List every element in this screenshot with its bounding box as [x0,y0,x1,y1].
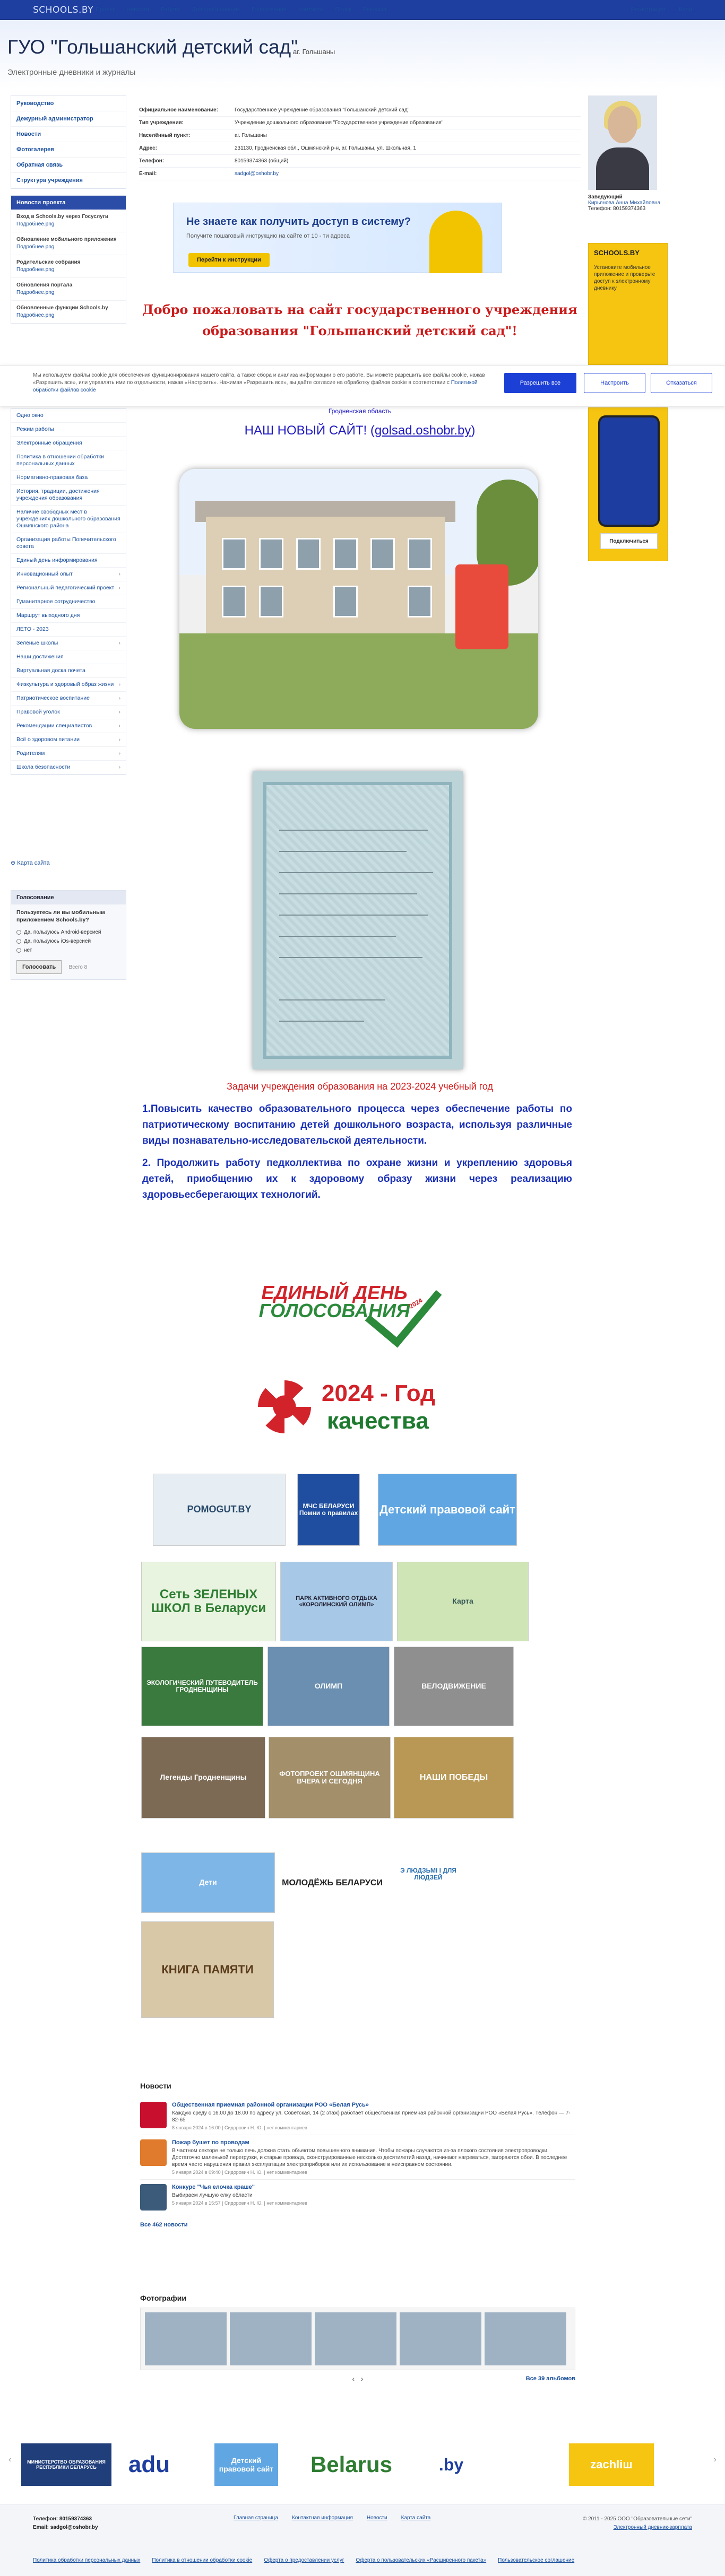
chevron-right-icon: › [118,764,120,770]
nav-item[interactable]: Поиск [335,6,351,13]
region-label: Гродненская область [328,407,392,415]
news-title[interactable]: Пожар бушет по проводам [172,2139,249,2146]
info-value: Государственное учреждение образования "Гольшанский детский сад" [235,107,410,113]
photo-window [408,538,432,570]
chevron-right-icon: › [118,695,120,701]
left-link-item[interactable] [11,506,126,533]
left-link-label: Одно окно [16,412,44,419]
left-menu-item[interactable]: Руководство [11,96,126,111]
vote-question: Пользуетесь ли вы мобильным приложением Schools.by? [16,909,105,923]
left-link-label: Маршрут выходного дня [16,612,80,619]
checkmark-icon [365,1267,442,1347]
left-menu-item[interactable]: Новости [11,127,126,142]
memory-book-banner[interactable]: КНИГА ПАМЯТИ [141,1921,274,2018]
all-news-link[interactable]: Все 462 новости [140,2222,188,2228]
chevron-right-icon: › [118,640,120,646]
left-link-item[interactable] [11,733,126,747]
top-nav [96,6,386,13]
left-link-label: Политика в отношении обработки персональных данных [16,454,105,467]
left-link-item[interactable] [11,650,126,664]
promo-text: Установите мобильное приложение и проверьте доступ к электронному дневнику [594,265,655,291]
license-line [279,851,407,852]
left-link-item[interactable] [11,609,126,623]
info-row [139,142,581,155]
left-menu-item[interactable]: Обратная связь [11,158,126,173]
project-news-item [11,232,126,255]
info-key: Телефон: [139,158,165,164]
left-link-label: Гуманитарное сотрудничество [16,598,96,605]
vote-option[interactable] [11,937,126,946]
photo-thumbnail[interactable] [315,2312,396,2365]
copyright-text: © 2011 - 2025 ООО "Образовательные сети" [582,2516,692,2522]
next-arrow-icon[interactable]: › [360,2374,364,2383]
people-banner[interactable]: Э ЛЮДЗЬМІ І ДЛЯ ЛЮДЗЕЙ [399,1829,458,1919]
photo-thumbnail[interactable] [400,2312,481,2365]
header-subtitle: Электронные дневники и журналы [7,68,136,77]
photo-window [222,538,246,570]
info-value: аг. Гольшаны [235,133,267,138]
photos-heading: Фотографии [140,2294,187,2302]
photo-thumbnail[interactable] [485,2312,566,2365]
partners-strip [0,2424,725,2488]
news-body [172,2139,575,2175]
photo-building [206,517,445,639]
election-day-logo[interactable] [249,1268,451,1347]
banner-title: Не знаете как получить доступ в систему? [186,216,411,228]
project-news-link[interactable]: Подробнее.png [16,312,55,318]
left-link-label: Наши достижения [16,654,64,660]
project-news-item [11,255,126,278]
nav-item[interactable]: Новости [126,6,149,13]
election-line1: ЕДИНЫЙ ДЕНЬ [261,1282,408,1303]
youth-banner[interactable]: МОЛОДЁЖЬ БЕЛАРУСИ [280,1867,384,1899]
auth-links [631,6,692,13]
cookie-policy-link[interactable]: Политикой обработки файлов cookie [33,380,478,393]
photo-thumbnail[interactable] [145,2312,227,2365]
photo-window [259,586,283,617]
project-news-title: Обновления портала [16,282,73,288]
project-news-title: Обновленные функции Schools.by [16,305,108,311]
nav-item[interactable]: Голосование [252,6,287,13]
photo-thumbnail[interactable] [230,2312,312,2365]
project-news-link[interactable]: Подробнее.png [16,221,55,227]
ecology-banner[interactable]: ЭКОЛОГИЧЕСКИЙ ПУТЕВОДИТЕЛЬ ГРОДНЕНЩИНЫ [141,1647,263,1726]
footer-email: Email: sadgol@oshobr.by [33,2525,98,2530]
left-link-item[interactable] [11,637,126,650]
footer-link[interactable]: Главная страница [234,2515,278,2521]
all-albums-link[interactable]: Все 39 альбомов [525,2375,575,2382]
school-location: аг. Гольшаны [293,48,335,56]
victory-banner[interactable]: НАШИ ПОБЕДЫ [394,1737,514,1818]
left-menu-item[interactable]: Дежурный администратор [11,111,126,127]
left-link-item[interactable] [11,761,126,774]
left-link-label: Наличие свободных мест в учреждениях дошкольного образования Ошмянского района [16,509,120,529]
partner-logo[interactable]: Belarus [310,2452,393,2477]
photo-window [296,538,321,570]
news-thumbnail [140,2184,167,2211]
footer-links [234,2515,430,2521]
footer-phone: Телефон: 80159374363 [33,2516,92,2522]
left-link-item[interactable] [11,423,126,437]
news-item [140,2135,575,2180]
school-info-table [139,104,581,180]
radio-icon[interactable] [16,939,21,944]
cookie-decline-button[interactable]: Отказаться [651,373,712,393]
pravo-site-banner[interactable]: Детский правовой сайт [378,1474,517,1546]
connect-button[interactable]: Подключиться [600,533,658,549]
news-body [172,2184,307,2211]
new-site-announcement: НАШ НОВЫЙ САЙТ! (golsad.oshobr.by) [244,423,476,438]
pomogut-banner[interactable]: POMOGUT.BY [153,1474,286,1546]
chevron-right-icon: › [118,736,120,743]
news-text: В частном секторе не только печь должна стать объектом повышенного внимания. Чтобы пожары случаются из-за плохого состояния электропроводки. Достаточно маленькой перегрузки, и старые провода, сконструированные несколько десятилетий назад, начинают нагреваться, загораются обои. В последнее время часто нарушения правил эксплуатации электроприборов или их использование в неисправном состоянии. [172,2148,567,2168]
nav-item[interactable]: Контакты [298,6,324,13]
news-thumbnail [140,2102,167,2128]
left-link-label: Зелёные школы [16,640,58,646]
green-schools-banner[interactable]: Сеть ЗЕЛЕНЫХ ШКОЛ в Беларуси [141,1562,276,1641]
left-link-item[interactable] [11,437,126,450]
instruction-button[interactable]: Перейти к инструкции [188,253,270,267]
left-link-item[interactable] [11,471,126,485]
left-link-label: Школа безопасности [16,764,71,770]
info-value: Учреждение дошкольного образования "Государственное учреждение образования" [235,120,444,126]
partners-next-icon[interactable]: › [713,2455,717,2464]
left-link-item[interactable] [11,747,126,761]
photo-strip [140,2308,575,2370]
vote-widget [11,890,126,980]
radio-icon[interactable] [16,948,21,953]
left-link-label: Родителям [16,750,45,756]
chevron-right-icon: › [118,750,120,756]
info-value: 80159374363 (общий) [235,158,289,164]
task-2: 2. Продолжить работу педколлектива по охране жизни и укреплению здоровья детей, приобщению их к здоровому образу жизни через реализацию здоровьесберегающих технологий. [142,1158,572,1200]
chevron-right-icon: › [118,571,120,577]
left-link-item[interactable] [11,692,126,706]
login-link[interactable]: Вход [679,6,692,13]
photo-window [333,586,358,617]
app-phone-box [588,407,668,561]
license-line [279,936,396,937]
olimp-banner[interactable]: ОЛИМП [267,1647,390,1726]
vote-count: Всего 8 [68,964,88,970]
info-row [139,129,581,142]
top-navigation-bar [0,0,725,20]
info-key: Официальное наименование: [139,107,219,113]
left-link-item[interactable] [11,623,126,637]
left-link-item[interactable] [11,595,126,609]
news-body [172,2102,575,2130]
director-photo [588,95,657,190]
map-banner[interactable]: Карта [397,1562,529,1641]
license-line [279,893,417,894]
partner-logo[interactable]: Детский правовой сайт [214,2443,278,2486]
info-key: Населённый пункт: [139,133,191,138]
left-link-label: Всё о здоровом питании [16,736,80,743]
info-row [139,168,581,180]
footer-link[interactable]: Карта сайта [401,2515,431,2521]
cookie-text-body: Мы используем файлы cookie для обеспечения функционирования нашего сайта, а также сбора и анализа информации о его работе. Вы можете разрешить все файлы cookie, нажав «Разрешить все», или управлять ими по отдельности, нажав «Настроить». Нажимая «Разрешить все», вы даёте согласие на обработку файлов cookie в соответствии с [33,372,485,386]
election-year: 2024 [408,1296,424,1310]
footer-link[interactable]: Контактная информация [291,2515,353,2521]
director-title: Заведующий [588,194,623,200]
tasks-heading: Задачи учреждения образования на 2023-2024 учебный год [227,1081,493,1092]
license-line [279,915,428,916]
body-shape [596,147,649,190]
vote-option-label: Да, пользуюсь Android-версией [24,929,101,935]
photo-window [333,538,358,570]
photo-window [259,538,283,570]
ornament-icon [258,1380,311,1433]
left-link-label: Единый день информирования [16,557,98,563]
partner-logo[interactable]: zachliш [569,2443,654,2486]
tasks-text [142,1101,572,1209]
left-link-label: Инновационный опыт [16,571,73,577]
cookie-text [33,372,500,394]
phone-mockup-icon [598,415,660,527]
school-header [0,20,725,89]
sitemap-icon: ⊕ [11,860,18,866]
children-banner[interactable]: Дети [141,1852,275,1913]
year-quality-line2: качества [327,1408,429,1434]
radio-icon[interactable] [16,930,21,935]
banner-text: Получите пошаговый инструкцию на сайте от 10 - ти адреса [186,233,350,239]
project-news-box [11,195,126,324]
news-heading: Новости [140,2082,171,2090]
nav-item[interactable]: Для сообщающих [192,6,240,13]
left-link-item[interactable] [11,450,126,471]
news-title[interactable]: Общественная приемная районной организации РОО «Белая Русь» [172,2102,369,2108]
left-menu-item[interactable]: Фотогалерея [11,142,126,158]
page-footer [0,2504,725,2576]
left-link-label: Режим работы [16,426,54,432]
photos-section [140,2294,575,2382]
new-site-link[interactable]: golsad.oshobr.by [374,423,471,438]
welcome-heading: Добро пожаловать на сайт государственного учреждения образования "Гольшанский детский сад"! [142,302,577,338]
vote-header: Голосование [11,891,126,904]
sitemap-link[interactable] [11,859,50,866]
schools-by-logo[interactable]: SCHOOLS.BY [33,5,93,15]
news-section [140,2082,575,2228]
info-row [139,104,581,117]
vote-option[interactable] [11,946,126,955]
sitemap-label: Карта сайта [17,860,50,866]
project-news-item [11,301,126,324]
legal-link[interactable]: Пользовательское соглашение [498,2557,575,2563]
left-link-label: Электронные обращения [16,440,82,446]
chevron-right-icon: › [118,681,120,687]
left-link-label: История, традиции, достижения учреждения образования [16,488,100,501]
left-link-label: ЛЕТО - 2023 [16,626,49,632]
photo-project-banner[interactable]: ФОТОПРОЕКТ ОШМЯНЩИНА ВЧЕРА И СЕГОДНЯ [269,1737,391,1818]
project-news-title: Обновление мобильного приложения [16,237,117,242]
info-row [139,155,581,168]
project-news-header: Новости проекта [11,196,126,210]
info-value: 231130, Гродненская обл., Ошмянский р-н, аг. Гольшаны, ул. Школьная, 1 [235,145,417,151]
vote-option-label: Да, пользуюсь iOs-версией [24,938,91,944]
info-key: E-mail: [139,171,157,177]
license-document-image [253,771,463,1069]
cookie-consent-bar [0,365,725,406]
register-link[interactable]: Регистрация [631,6,666,13]
news-thumbnail [140,2139,167,2166]
year-quality-line1: 2024 - Год [322,1380,435,1406]
partner-logo[interactable]: adu [128,2451,170,2477]
partners-prev-icon[interactable]: ‹ [8,2455,12,2464]
left-link-label: Виртуальная доска почета [16,667,85,674]
info-row [139,117,581,129]
footer-legal-links [33,2557,574,2563]
page-title: ГУО "Гольшанский детский сад" [7,36,298,58]
info-key: Адрес: [139,145,157,151]
legal-link[interactable]: Оферта о пользовательских «Расширенного пакета» [356,2557,487,2563]
email-link[interactable]: sadgol@oshobr.by [235,171,279,177]
news-item [140,2180,575,2215]
left-menu [11,95,126,189]
cookie-settings-button[interactable]: Настроить [584,373,645,393]
right-column [588,243,668,365]
legal-link[interactable]: Оферта о предоставлении услуг [264,2557,344,2563]
director-card [588,95,668,212]
chevron-right-icon: › [118,709,120,715]
left-link-label: Региональный педагогический проект [16,585,115,591]
project-news-item [11,278,126,301]
vote-option[interactable] [11,928,126,937]
project-news-link[interactable]: Подробнее.png [16,244,55,250]
left-link-item[interactable] [11,568,126,581]
license-line [279,872,433,873]
footer-diary-link[interactable]: Электронный дневник-зарплата [613,2525,692,2530]
license-line [279,1021,364,1022]
accept-all-button[interactable]: Разрешить все [504,373,576,393]
access-banner [173,203,502,273]
left-link-label: Правовой уголок [16,709,60,715]
news-meta: 8 января 2024 в 16:00 | Сидорович Н. Ю. | нет комментариев [172,2125,307,2130]
left-link-item[interactable] [11,554,126,568]
left-link-label: Патриотическое воспитание [16,695,90,701]
license-line [279,999,385,1000]
left-link-label: Нормативно-правовая база [16,474,88,481]
left-link-label: Рекомендации специалистов [16,723,92,729]
news-meta: 5 января 2024 в 15:57 | Сидорович Н. Ю. | нет комментариев [172,2200,307,2206]
left-link-item[interactable] [11,485,126,506]
left-links-menu [11,408,126,775]
partner-logo[interactable]: МИНИСТЕРСТВО ОБРАЗОВАНИЯ РЕСПУБЛИКИ БЕЛАРУСЬ [21,2443,111,2486]
vote-option-label: нет [24,947,32,953]
nav-item[interactable]: Проект [96,6,115,13]
left-link-item[interactable] [11,581,126,595]
info-key: Тип учреждения: [139,120,184,126]
project-news-item [11,210,126,232]
left-link-item[interactable] [11,409,126,423]
photo-window [408,586,432,617]
left-sidebar [11,95,126,324]
kindergarten-building-photo [179,469,538,729]
left-link-label: Организация работы Попечительского совета [16,536,116,550]
legends-banner[interactable]: Легенды Гродненщины [141,1737,265,1818]
photo-window [370,538,395,570]
left-link-item[interactable] [11,533,126,554]
photo-playground [455,564,508,649]
mchs-banner[interactable]: МЧС БЕЛАРУСИ Помни о правилах [297,1474,360,1546]
news-text: Каждую среду с 16.00 до 18.00 по адресу ул. Советская, 14 (2 этаж) работает общественная приемная районной организации РОО «Белая Русь». Телефон — 7-82-65 [172,2110,571,2123]
prev-arrow-icon[interactable]: ‹ [352,2374,355,2383]
banner-illustration [429,211,482,273]
head-shape [608,106,637,143]
project-news-title: Родительские собрания [16,259,81,265]
task-1: 1.Повысить качество образовательного процесса через обеспечение работы по патриотическому воспитанию детей дошкольного возраста, используя различные виды познавательно-исследовательской деятельности. [142,1103,572,1146]
left-link-label: Физкультура и здоровый образ жизни [16,681,114,687]
project-news-link[interactable]: Подробнее.png [16,267,55,273]
director-name[interactable]: Кирьянова Анна Михайловна [588,200,661,206]
nav-item[interactable]: Работа [160,6,180,13]
footer-contacts [33,2515,98,2532]
project-news-title: Вход в Schools.by через Госуслуги [16,214,109,220]
election-line2: ГОЛОСОВАНИЯ [258,1300,410,1321]
news-meta: 5 января 2024 в 09:40 | Сидорович Н. Ю. | нет комментариев [172,2170,307,2175]
velo-banner[interactable]: ВЕЛОДВИЖЕНИЕ [394,1647,514,1726]
footer-copyright [583,2515,692,2532]
promo-brand: SCHOOLS.BY [594,249,640,257]
license-line [279,957,422,958]
left-link-item[interactable] [11,719,126,733]
photo-window [222,586,246,617]
left-link-item[interactable] [11,678,126,692]
footer-link[interactable]: Новости [366,2515,387,2521]
active-park-banner[interactable]: ПАРК АКТИВНОГО ОТДЫХА «КОРОЛИНСКИЙ ОЛИМП» [280,1562,393,1641]
year-of-quality-logo[interactable] [258,1375,470,1439]
news-item [140,2098,575,2135]
director-phone: Телефон: 80159374363 [588,206,646,212]
chevron-right-icon: › [118,585,120,591]
new-site-text: НАШ НОВЫЙ САЙТ! [244,423,367,438]
chevron-right-icon: › [118,723,120,729]
legal-link[interactable]: Политика в отношении обработки cookie [152,2557,253,2563]
app-promo-box [588,243,668,365]
project-news-link[interactable]: Подробнее.png [16,290,55,295]
vote-button[interactable]: Голосовать [16,960,62,974]
left-link-item[interactable] [11,706,126,719]
nav-item[interactable]: Рекламa [362,6,387,13]
news-title[interactable]: Конкурс "Чья елочка краше" [172,2184,255,2190]
news-text: Выбираем лучшую елку области [172,2192,253,2198]
partner-logo[interactable]: .by [438,2455,464,2474]
license-border [263,782,452,1059]
license-line [279,830,428,831]
legal-link[interactable]: Политика обработки персональных данных [33,2557,141,2563]
left-link-item[interactable] [11,664,126,678]
left-menu-item[interactable]: Структура учреждения [11,173,126,188]
